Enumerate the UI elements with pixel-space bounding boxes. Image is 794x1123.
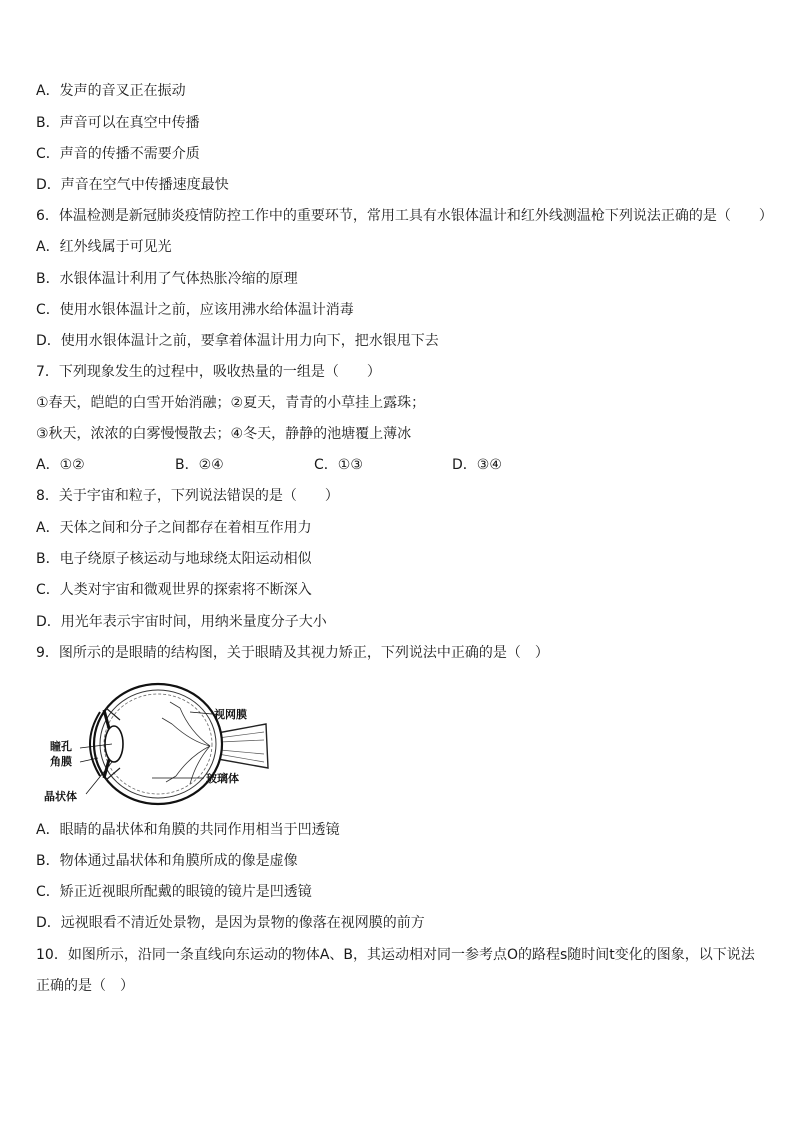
q7-phenomena-line-2: ③秋天，浓浓的白雾慢慢散去；④冬天，静静的池塘覆上薄冰	[36, 426, 412, 442]
q8-stem: 8．关于宇宙和粒子，下列说法错误的是（ ）	[36, 488, 339, 504]
q7-option-b: B．②④	[175, 457, 224, 473]
q5-option-a: A．发声的音叉正在振动	[36, 83, 186, 99]
q9-option-c: C．矫正近视眼所配戴的眼镜的镜片是凹透镜	[36, 884, 312, 900]
label-lens: 晶状体	[44, 790, 77, 803]
q9-stem: 9．图所示的是眼睛的结构图，关于眼睛及其视力矫正，下列说法中正确的是（ ）	[36, 645, 549, 661]
q6-option-d: D．使用水银体温计之前，要拿着体温计用力向下，把水银甩下去	[36, 333, 439, 349]
q6-option-a: A．红外线属于可见光	[36, 239, 172, 255]
eye-structure-figure	[40, 672, 280, 810]
lens-shape	[105, 726, 123, 762]
q5-option-c: C．声音的传播不需要介质	[36, 146, 200, 162]
q7-option-a: A．①②	[36, 457, 85, 473]
q6-option-c: C．使用水银体温计之前，应该用沸水给体温计消毒	[36, 302, 354, 318]
q9-option-a: A．眼睛的晶状体和角膜的共同作用相当于凹透镜	[36, 822, 340, 838]
q9-option-b: B．物体通过晶状体和角膜所成的像是虚像	[36, 853, 298, 869]
label-vitreous: 玻璃体	[206, 772, 239, 785]
q7-phenomena-line-1: ①春天，皑皑的白雪开始消融；②夏天，青青的小草挂上露珠；	[36, 395, 426, 411]
q7-stem: 7．下列现象发生的过程中，吸收热量的一组是（ ）	[36, 364, 381, 380]
q8-option-a: A．天体之间和分子之间都存在着相互作用力	[36, 520, 312, 536]
q6-option-b: B．水银体温计利用了气体热胀冷缩的原理	[36, 271, 298, 287]
q8-option-b: B．电子绕原子核运动与地球绕太阳运动相似	[36, 551, 312, 567]
label-retina: 视网膜	[214, 708, 247, 721]
label-pupil: 瞳孔	[50, 740, 72, 753]
q9-option-d: D．远视眼看不清近处景物，是因为景物的像落在视网膜的前方	[36, 915, 425, 931]
label-cornea: 角膜	[50, 755, 72, 768]
q8-option-d: D．用光年表示宇宙时间，用纳米量度分子大小	[36, 614, 327, 630]
q7-option-c: C．①③	[314, 457, 363, 473]
q10-stem: 10．如图所示，沿同一条直线向东运动的物体A、B，其运动相对同一参考点O的路程s随时间t变化的图象，以下说法正确的是（ ）	[36, 947, 755, 994]
q7-option-d: D．③④	[452, 457, 502, 473]
q5-option-d: D．声音在空气中传播速度最快	[36, 177, 229, 193]
q5-option-b: B．声音可以在真空中传播	[36, 115, 200, 131]
q8-option-c: C．人类对宇宙和微观世界的探索将不断深入	[36, 582, 312, 598]
q6-stem: 6．体温检测是新冠肺炎疫情防控工作中的重要环节，常用工具有水银体温计和红外线测温枪下列说法正确的是（ ）	[36, 208, 773, 224]
q7-options	[36, 455, 636, 475]
